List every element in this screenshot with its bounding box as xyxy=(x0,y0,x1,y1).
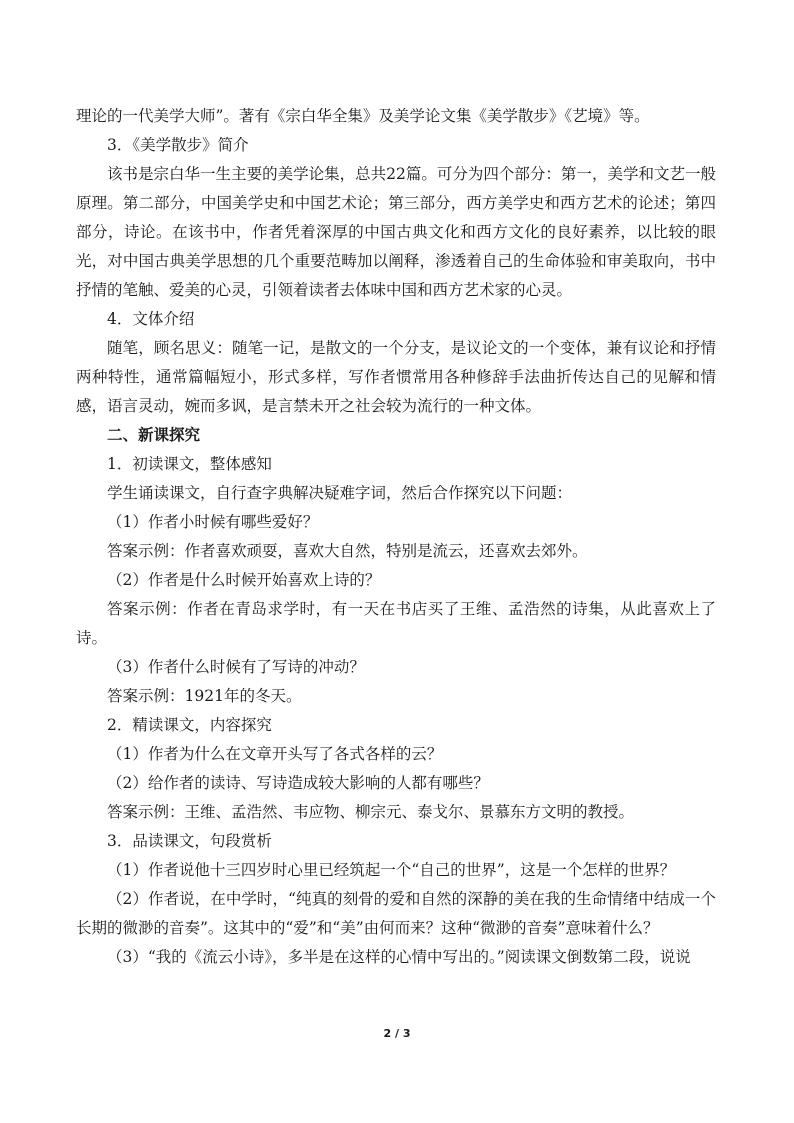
text-line: 理论的一代美学大师”。著有《宗白华全集》及美学论文集《美学散步》《艺境》等。 xyxy=(76,107,650,125)
document-body xyxy=(76,102,716,972)
question-line: （2）作者说，在中学时，“纯真的刻骨的爱和自然的深静的美在我的生命情绪中结成一个长期的微渺的音奏”。这其中的“爱”和“美”由何而来？这种“微渺的音奏”意味着什么？ xyxy=(76,890,716,937)
section-heading: 3．《美学散步》简介 xyxy=(107,136,249,154)
question-line: （2）作者是什么时候开始喜欢上诗的？ xyxy=(107,571,381,589)
page-number: 2 / 3 xyxy=(383,1027,411,1040)
answer-line: 答案示例：作者在青岛求学时，有一天在书店买了王维、孟浩然的诗集，从此喜欢上了诗。 xyxy=(76,600,716,647)
question-line: （2）给作者的读诗、写诗造成较大影响的人都有哪些？ xyxy=(107,774,489,792)
paragraph-book-intro: 该书是宗白华一生主要的美学论集，总共22篇。可分为四个部分：第一，美学和文艺一般原理。第二部分，中国美学史和中国艺术论；第三部分，西方美学史和西方艺术的论述；第四部分，诗论。在该书中，作者凭着深厚的中国古典文化和西方文化的良好素养，以比较的眼光，对中国古典美学思想的几个重要范畴加以阐释，渗透着自己的生命体验和审美取向，书中抒情的笔触、爱美的心灵，引领着读者去体味中国和西方艺术家的心灵。 xyxy=(76,165,716,299)
question-line: （1）作者为什么在文章开头写了各式各样的云？ xyxy=(107,745,443,763)
answer-line: 答案示例：1921年的冬天。 xyxy=(107,687,302,705)
question-line: （3）作者什么时候有了写诗的冲动？ xyxy=(107,658,365,676)
step-heading: 3．品读课文，句段赏析 xyxy=(107,832,272,850)
paragraph-genre-intro: 随笔，顾名思义：随笔一记，是散文的一个分支，是议论文的一个变体，兼有议论和抒情两种特性，通常篇幅短小，形式多样，写作者惯常用各种修辞手法曲折传达自己的见解和情感，语言灵动，婉而多讽，是言禁未开之社会较为流行的一种文体。 xyxy=(76,339,716,415)
instruction-line: 学生诵读课文，自行查字典解决疑难字词，然后合作探究以下问题： xyxy=(107,484,573,502)
answer-line: 答案示例：作者喜欢顽耍，喜欢大自然，特别是流云，还喜欢去郊外。 xyxy=(107,542,588,560)
question-line: （1）作者说他十三四岁时心里已经筑起一个“自己的世界”，这是一个怎样的世界？ xyxy=(107,861,676,879)
step-heading: 1．初读课文，整体感知 xyxy=(107,455,272,473)
question-line: （1）作者小时候有哪些爱好？ xyxy=(107,513,319,531)
answer-line: 答案示例：王维、孟浩然、韦应物、柳宗元、泰戈尔、景慕东方文明的教授。 xyxy=(107,803,635,821)
section-heading: 4．文体介绍 xyxy=(107,310,195,328)
part-heading: 二、新课探究 xyxy=(107,426,201,444)
question-line: （3）“我的《流云小诗》，多半是在这样的心情中写出的。”阅读课文倒数第二段，说说 xyxy=(107,948,691,966)
step-heading: 2．精读课文，内容探究 xyxy=(107,716,272,734)
